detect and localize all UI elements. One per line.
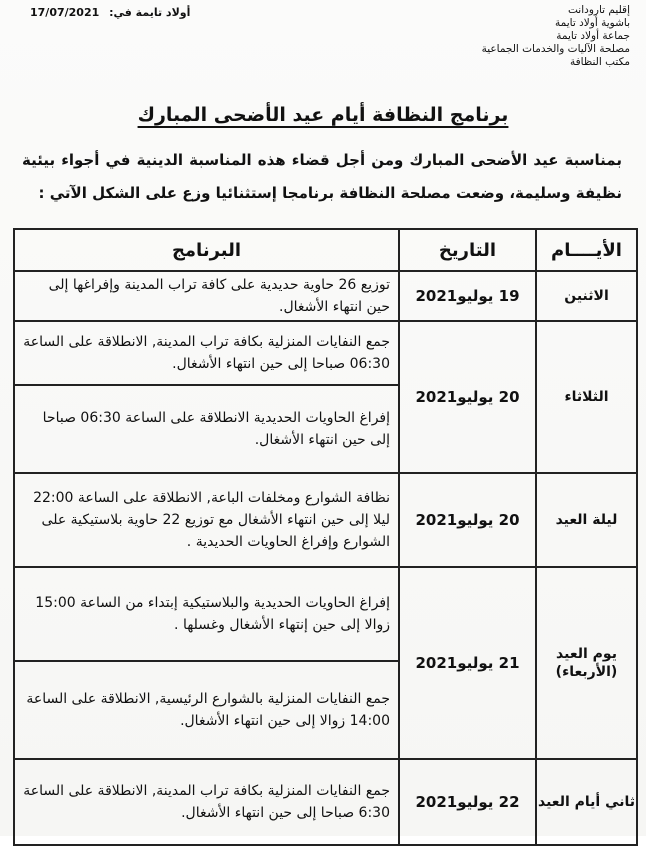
day-cell: ليلة العيد xyxy=(536,473,637,567)
table-header-row xyxy=(14,229,637,271)
header-line-province: إقليم تارودانت xyxy=(568,4,630,16)
program-cell: نظافة الشوارع ومخلفات الباعة, الانطلاقة على الساعة 22:00 ليلا إلى حين انتهاء الأشغال مع توزيع 22 حاوية بلاستيكية على الشوارع وإفراغ الحاويات الحديدية . xyxy=(14,473,399,567)
day-cell: الاثنين xyxy=(536,271,637,321)
date-cell: 22 يوليو2021 xyxy=(399,759,536,845)
date-cell: 19 يوليو2021 xyxy=(399,271,536,321)
date-cell: 21 يوليو2021 xyxy=(399,567,536,759)
table-row xyxy=(14,759,637,845)
intro-paragraph: بمناسبة عيد الأضحى المبارك ومن أجل قضاء هذه المناسبة الدينية في أجواء بيئية نظيفة وسليمة، وضعت مصلحة النظافة برنامجا إستثنائيا وزع على الشكل الآتي : xyxy=(22,151,622,202)
header-days: الأيــــام xyxy=(536,229,637,271)
program-cell: جمع النفايات المنزلية بكافة تراب المدينة, الانطلاقة على الساعة 06:30 صباحا إلى حين انتهاء الأشغال. xyxy=(14,321,399,385)
date-value: 17/07/2021 xyxy=(30,6,100,19)
date-cell: 20 يوليو2021 xyxy=(399,473,536,567)
administration-header xyxy=(482,4,630,69)
program-cell: إفراغ الحاويات الحديدية والبلاستيكية إبتداء من الساعة 15:00 زوالا إلى حين إنتهاء الأشغال وغسلها . xyxy=(14,567,399,661)
table-row xyxy=(14,473,637,567)
day-cell: ثاني أيام العيد xyxy=(536,759,637,845)
document-date xyxy=(30,6,190,19)
document-title: برنامج النظافة أيام عيد الأضحى المبارك xyxy=(137,104,509,126)
header-line-pashalik: باشوية أولاد تايمة xyxy=(555,17,630,29)
day-cell: يوم العيد (الأربعاء) xyxy=(536,567,637,759)
header-line-commune: جماعة أولاد تايمة xyxy=(556,30,630,42)
table-row xyxy=(14,567,637,661)
table-row xyxy=(14,321,637,385)
table-row xyxy=(14,271,637,321)
program-cell: جمع النفايات المنزلية بكافة تراب المدينة, الانطلاقة على الساعة 6:30 صباحا إلى حين انتهاء الأشغال. xyxy=(14,759,399,845)
program-cell: إفراغ الحاويات الحديدية الانطلاقة على الساعة 06:30 صباحا إلى حين انتهاء الأشغال. xyxy=(14,385,399,473)
day-cell: الثلاثاء xyxy=(536,321,637,473)
program-table xyxy=(13,228,638,846)
program-cell: توزيع 26 حاوية حديدية على كافة تراب المدينة وإفراغها إلى حين انتهاء الأشغال. xyxy=(14,271,399,321)
date-label: أولاد تايمة في: xyxy=(109,6,191,19)
header-line-service: مصلحة الآليات والخدمات الجماعية xyxy=(481,43,630,55)
header-date: التاريخ xyxy=(399,229,536,271)
header-program: البرنامج xyxy=(14,229,399,271)
program-cell: جمع النفايات المنزلية بالشوارع الرئيسية, الانطلاقة على الساعة 14:00 زوالا إلى حين انتهاء الأشغال. xyxy=(14,661,399,759)
date-cell: 20 يوليو2021 xyxy=(399,321,536,473)
header-line-office: مكتب النظافة xyxy=(570,56,630,68)
